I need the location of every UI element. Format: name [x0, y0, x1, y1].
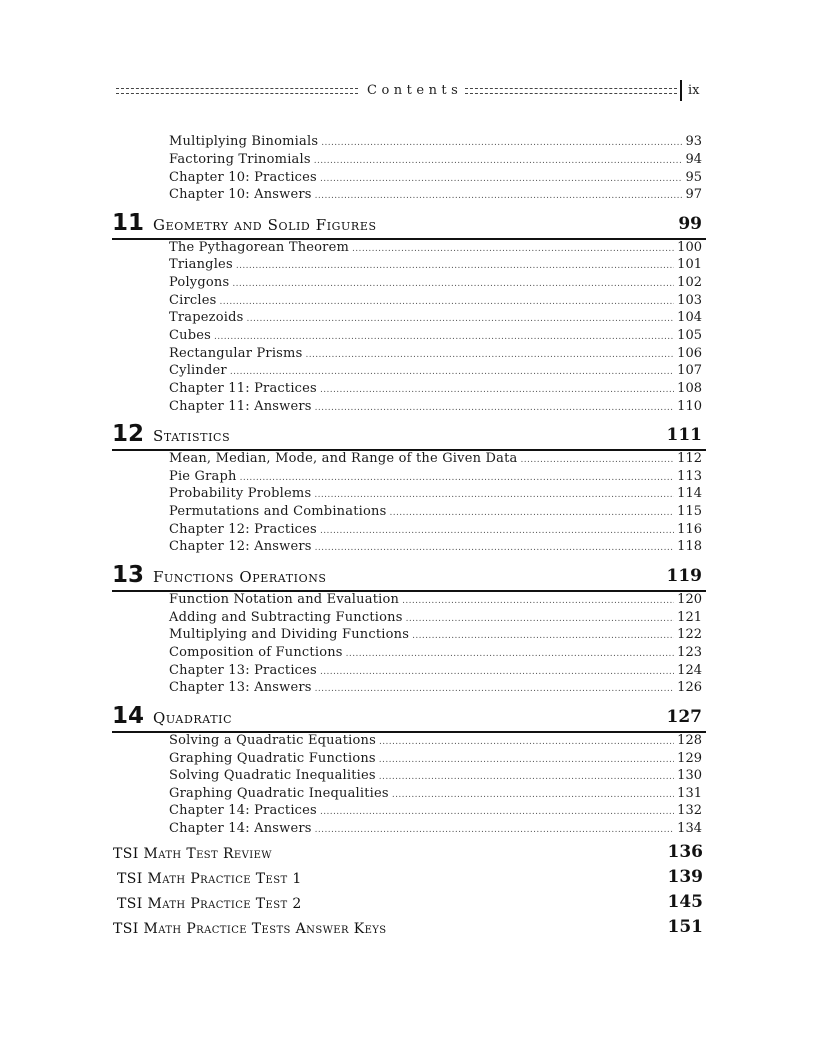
toc-entry-page: 107	[677, 363, 702, 378]
toc-entry-page: 101	[677, 257, 702, 272]
toc-entry-page: 104	[677, 310, 702, 325]
chapter-page: 127	[666, 707, 702, 727]
chapter-title: Statistics	[153, 427, 231, 445]
chapter-title: Geometry and Solid Figures	[153, 216, 377, 234]
toc-entry-page: 115	[677, 504, 702, 519]
toc-entry-title: Composition of Functions	[169, 645, 343, 660]
toc-entry-page: 124	[677, 663, 702, 678]
toc-entry-title: Chapter 11: Answers	[169, 399, 312, 414]
dot-leader	[246, 314, 674, 324]
toc-entry-title: Probability Problems	[169, 486, 312, 501]
dot-leader	[230, 367, 674, 377]
dot-leader	[320, 526, 674, 536]
back-matter-entry[interactable]	[113, 892, 703, 916]
toc-entry-page: 126	[677, 680, 702, 695]
back-matter-entry[interactable]	[113, 867, 703, 891]
toc-entry-title: Chapter 14: Answers	[169, 821, 312, 836]
toc-entry[interactable]	[169, 363, 702, 381]
toc-entry-page: 130	[677, 768, 702, 783]
running-head-bar	[680, 80, 682, 101]
toc-entry[interactable]	[169, 346, 702, 364]
toc-entry-page: 114	[677, 486, 702, 501]
back-matter-title: TSI Math Practice Test 1	[117, 871, 302, 887]
toc-entry-page: 116	[677, 522, 702, 537]
toc-entry-title: Chapter 10: Practices	[169, 170, 317, 185]
toc-entry-page: 120	[677, 592, 702, 607]
toc-entry-title: Chapter 13: Answers	[169, 680, 312, 695]
toc-entry[interactable]	[169, 381, 702, 399]
dot-leader	[402, 596, 674, 606]
chapter-heading[interactable]	[112, 703, 706, 733]
toc-entry[interactable]	[169, 399, 702, 417]
toc-entry[interactable]	[169, 803, 702, 821]
toc-entry-page: 112	[677, 451, 702, 466]
dot-leader	[346, 649, 675, 659]
toc-entry-title: Adding and Subtracting Functions	[169, 610, 403, 625]
running-head-title: Contents	[367, 83, 463, 98]
toc-entry-title: Rectangular Prisms	[169, 346, 303, 361]
toc-entry-page: 134	[677, 821, 702, 836]
chapter-number: 14	[112, 703, 145, 729]
toc-entry[interactable]	[169, 257, 702, 275]
dot-leader	[320, 667, 674, 677]
toc-entry-title: Chapter 10: Answers	[169, 187, 312, 202]
dot-leader	[315, 543, 675, 553]
toc-entry-title: Chapter 12: Answers	[169, 539, 312, 554]
toc-entry-page: 128	[677, 733, 702, 748]
toc-entry-page: 110	[677, 399, 702, 414]
page-number: ix	[688, 83, 700, 98]
dot-leader	[379, 772, 674, 782]
toc-entry[interactable]	[169, 663, 702, 681]
chapter-page: 99	[678, 214, 702, 234]
toc-entry[interactable]	[169, 328, 702, 346]
chapter-title: Quadratic	[153, 709, 233, 727]
chapter-number: 13	[112, 562, 145, 588]
dot-leader	[352, 244, 674, 254]
dot-leader	[314, 156, 683, 166]
chapter-number: 11	[112, 210, 145, 236]
toc-entry-page: 102	[677, 275, 702, 290]
dot-leader	[214, 332, 674, 342]
dot-leader	[305, 350, 674, 360]
back-matter-entry[interactable]	[113, 842, 703, 866]
toc-entry[interactable]	[169, 240, 702, 258]
toc-entry-title: Circles	[169, 293, 217, 308]
toc-entry[interactable]	[169, 627, 702, 645]
toc-entry-page: 129	[677, 751, 702, 766]
chapter-page: 111	[666, 425, 702, 445]
dot-leader	[314, 490, 674, 500]
dot-leader	[320, 385, 674, 395]
toc-entry[interactable]	[169, 680, 702, 698]
toc-entry-title: Chapter 14: Practices	[169, 803, 317, 818]
toc-entry[interactable]	[169, 733, 702, 751]
dot-leader	[379, 755, 674, 765]
toc-entry-page: 131	[677, 786, 702, 801]
dot-leader	[240, 473, 675, 483]
running-head-rule-left	[116, 88, 358, 94]
toc-entry-page: 132	[677, 803, 702, 818]
toc-entry-page: 123	[677, 645, 702, 660]
toc-entry[interactable]	[169, 592, 702, 610]
dot-leader	[315, 191, 683, 201]
toc-entry-title: Function Notation and Evaluation	[169, 592, 400, 607]
toc-entry[interactable]	[169, 610, 702, 628]
toc-entry[interactable]	[169, 645, 702, 663]
dot-leader	[320, 807, 674, 817]
toc-entry-page: 121	[677, 610, 702, 625]
toc-entry-title: Multiplying and Dividing Functions	[169, 627, 410, 642]
back-matter-page: 139	[667, 867, 703, 887]
dot-leader	[315, 684, 675, 694]
toc-entry-page: 106	[677, 346, 702, 361]
toc-entry-title: Cubes	[169, 328, 212, 343]
toc-entry-title: Chapter 11: Practices	[169, 381, 317, 396]
dot-leader	[520, 455, 674, 465]
dot-leader	[392, 790, 674, 800]
back-matter-page: 136	[667, 842, 703, 862]
toc-entry-title: Multiplying Binomials	[169, 134, 319, 149]
toc-entry-title: Chapter 12: Practices	[169, 522, 317, 537]
toc-entry-page: 103	[677, 293, 702, 308]
toc-entry-title: Permutations and Combinations	[169, 504, 387, 519]
toc-entry[interactable]	[169, 293, 702, 311]
dot-leader	[412, 631, 674, 641]
toc-entry[interactable]	[169, 134, 702, 152]
chapter-title: Functions Operations	[153, 568, 327, 586]
toc-entry-title: Chapter 13: Practices	[169, 663, 317, 678]
dot-leader	[321, 138, 682, 148]
chapter-heading[interactable]	[112, 421, 706, 451]
dot-leader	[406, 614, 675, 624]
toc-entry[interactable]	[169, 310, 702, 328]
toc-entry[interactable]	[169, 451, 702, 469]
toc-entry-title: Pie Graph	[169, 469, 237, 484]
toc-entry-title: Triangles	[169, 257, 233, 272]
toc-entry[interactable]	[169, 486, 702, 504]
toc-entry[interactable]	[169, 187, 702, 205]
toc-entry-title: Solving Quadratic Inequalities	[169, 768, 376, 783]
toc-entry-title: Graphing Quadratic Inequalities	[169, 786, 389, 801]
toc-entry-title: Graphing Quadratic Functions	[169, 751, 376, 766]
toc-entry[interactable]	[169, 751, 702, 769]
toc-entry[interactable]	[169, 469, 702, 487]
toc-entry-page: 97	[685, 187, 702, 202]
toc-entry[interactable]	[169, 786, 702, 804]
running-head-rule-right	[465, 88, 677, 94]
toc-entry[interactable]	[169, 152, 702, 170]
running-head	[113, 80, 703, 106]
toc-entry-page: 100	[677, 240, 702, 255]
toc-entry-page: 105	[677, 328, 702, 343]
toc-entry-title: Factoring Trinomials	[169, 152, 311, 167]
dot-leader	[315, 825, 675, 835]
toc-entry-title: Trapezoids	[169, 310, 244, 325]
toc-entry[interactable]	[169, 170, 702, 188]
dot-leader	[236, 261, 674, 271]
chapter-number: 12	[112, 421, 145, 447]
dot-leader	[315, 403, 675, 413]
toc-entry[interactable]	[169, 768, 702, 786]
toc-entry[interactable]	[169, 504, 702, 522]
toc-entry[interactable]	[169, 821, 702, 839]
toc-entry-title: Polygons	[169, 275, 230, 290]
back-matter-entry[interactable]	[113, 917, 703, 941]
toc-entry[interactable]	[169, 275, 702, 293]
dot-leader	[379, 737, 674, 747]
dot-leader	[220, 297, 675, 307]
toc-entry-title: Solving a Quadratic Equations	[169, 733, 376, 748]
dot-leader	[320, 174, 683, 184]
toc-entry-page: 118	[677, 539, 702, 554]
toc-entry-page: 108	[677, 381, 702, 396]
toc-entry[interactable]	[169, 539, 702, 557]
back-matter-title: TSI Math Practice Test 2	[117, 896, 302, 912]
toc-entry-page: 113	[677, 469, 702, 484]
back-matter-title: TSI Math Practice Tests Answer Keys	[113, 921, 387, 937]
toc-entry-title: Mean, Median, Mode, and Range of the Given Data	[169, 451, 518, 466]
toc-entry[interactable]	[169, 522, 702, 540]
toc-entry-title: The Pythagorean Theorem	[169, 240, 350, 255]
chapter-heading[interactable]	[112, 562, 706, 592]
back-matter-title: TSI Math Test Review	[113, 846, 272, 862]
dot-leader	[232, 279, 674, 289]
chapter-page: 119	[666, 566, 702, 586]
toc-entry-page: 95	[685, 170, 702, 185]
dot-leader	[389, 508, 674, 518]
toc-entry-page: 93	[685, 134, 702, 149]
chapter-heading[interactable]	[112, 210, 706, 240]
back-matter-page: 145	[667, 892, 703, 912]
toc-entry-title: Cylinder	[169, 363, 227, 378]
toc-entry-page: 94	[685, 152, 702, 167]
toc-entry-page: 122	[677, 627, 702, 642]
back-matter-page: 151	[667, 917, 703, 937]
